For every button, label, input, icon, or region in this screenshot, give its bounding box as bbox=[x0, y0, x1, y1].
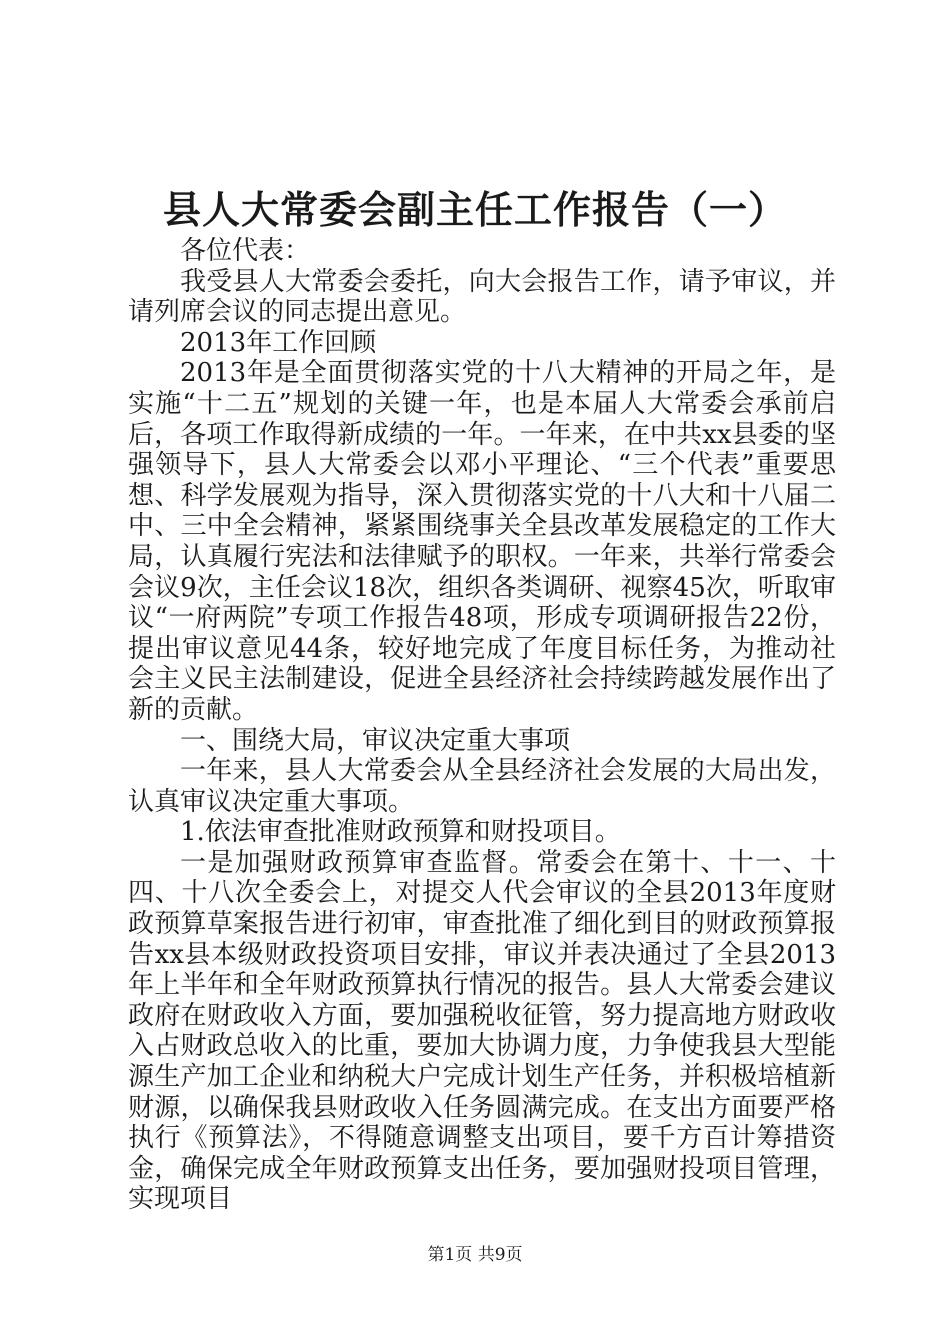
document-title: 县人大常委会副主任工作报告（一） bbox=[162, 187, 787, 232]
paragraph-overview: 2013年是全面贯彻落实党的十八大精神的开局之年，是实施“十二五”规划的关键一年，也是本届人大常委会承前启后，各项工作取得新成绩的一年。一年来，在中共xx县委的坚强领导下，县人大常委会以邓小平理论、“三个代表”重要思想、科学发展观为指导，深入贯彻落实党的十八大和十八届二中、三中全会精神，紧紧围绕事关全县改革发展稳定的工作大局，认真履行宪法和法律赋予的职权。一年来，共举行常委会会议9次，主任会议18次，组织各类调研、视察45次，听取审议“一府两院”专项工作报告48项，形成专项调研报告22份，提出审议意见44条，较好地完成了年度目标任务，为推动社会主义民主法制建设，促进全县经济社会持续跨越发展作出了新的贡献。 bbox=[128, 358, 836, 725]
document-body bbox=[128, 236, 836, 1215]
paragraph-budget: 一是加强财政预算审查监督。常委会在第十、十一、十四、十八次全委会上，对提交人代会审议的全县2013年度财政预算草案报告进行初审，审查批准了细化到目的财政预算报告xx县本级财政投资项目安排，审议并表决通过了全县2013年上半年和全年财政预算执行情况的报告。县人大常委会建议政府在财政收入方面，要加强税收征管，努力提高地方财政收入占财政总收入的比重，要加大协调力度，力争使我县大型能源生产加工企业和纳税大户完成计划生产任务，并积极培植新财源，以确保我县财政收入任务圆满完成。在支出方面要严格执行《预算法》，不得随意调整支出项目，要千方百计筹措资金，确保完成全年财政预算支出任务，要加强财投项目管理，实现项目 bbox=[128, 847, 836, 1215]
paragraph-intro: 我受县人大常委会委托，向大会报告工作，请予审议，并请列席会议的同志提出意见。 bbox=[128, 266, 836, 328]
section-heading-review: 2013年工作回顾 bbox=[180, 327, 377, 358]
section-heading-one: 一、围绕大局，审议决定重大事项 bbox=[180, 725, 571, 756]
subsection-heading-1: 1.依法审查批准财政预算和财投项目。 bbox=[180, 817, 621, 848]
page-footer: 第1页 共9页 bbox=[427, 1245, 523, 1265]
paragraph-salutation: 各位代表： bbox=[180, 236, 311, 266]
paragraph-section-one: 一年来，县人大常委会从全县经济社会发展的大局出发，认真审议决定重大事项。 bbox=[128, 756, 836, 817]
